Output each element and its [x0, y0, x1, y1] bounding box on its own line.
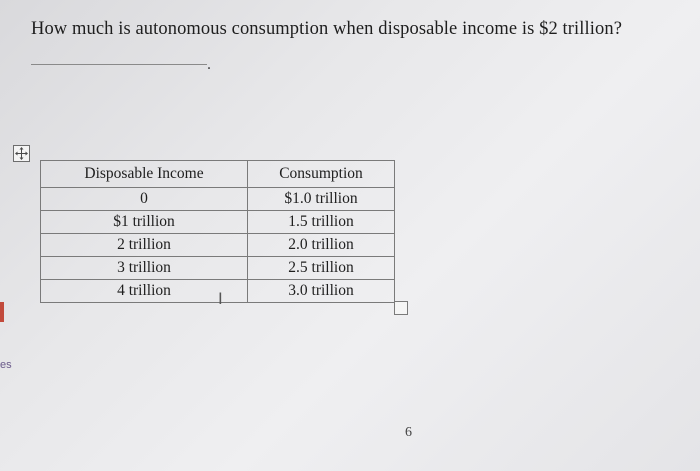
income-cell: 4 trillion: [41, 280, 248, 303]
page-number: 6: [405, 425, 412, 440]
question-text: How much is autonomous consumption when disposable income is $2 trillion?: [31, 19, 623, 39]
left-edge-text-fragment: es: [0, 359, 12, 371]
move-arrows-glyph: [15, 147, 28, 160]
consumption-cell: 2.0 trillion: [248, 234, 395, 257]
table-row: [41, 211, 395, 234]
income-cell: 3 trillion: [41, 257, 248, 280]
income-cell: 0: [41, 188, 248, 211]
table-row: [41, 234, 395, 257]
table-header-row: [41, 161, 395, 188]
income-cell: 2 trillion: [41, 234, 248, 257]
consumption-cell: $1.0 trillion: [248, 188, 395, 211]
answer-blank[interactable]: [31, 64, 207, 65]
header-consumption: Consumption: [248, 161, 395, 188]
answer-trailing-period: .: [207, 56, 211, 73]
move-arrows-icon[interactable]: [13, 145, 30, 162]
left-edge-red-mark: [0, 302, 4, 322]
income-cell: $1 trillion: [41, 211, 248, 234]
header-disposable-income: Disposable Income: [41, 161, 248, 188]
text-cursor-icon: I: [218, 289, 223, 308]
checkbox-icon[interactable]: [394, 301, 408, 315]
consumption-cell: 1.5 trillion: [248, 211, 395, 234]
consumption-cell: 3.0 trillion: [248, 280, 395, 303]
table-row: [41, 188, 395, 211]
income-consumption-table: [40, 160, 395, 303]
table-row: [41, 257, 395, 280]
consumption-cell: 2.5 trillion: [248, 257, 395, 280]
